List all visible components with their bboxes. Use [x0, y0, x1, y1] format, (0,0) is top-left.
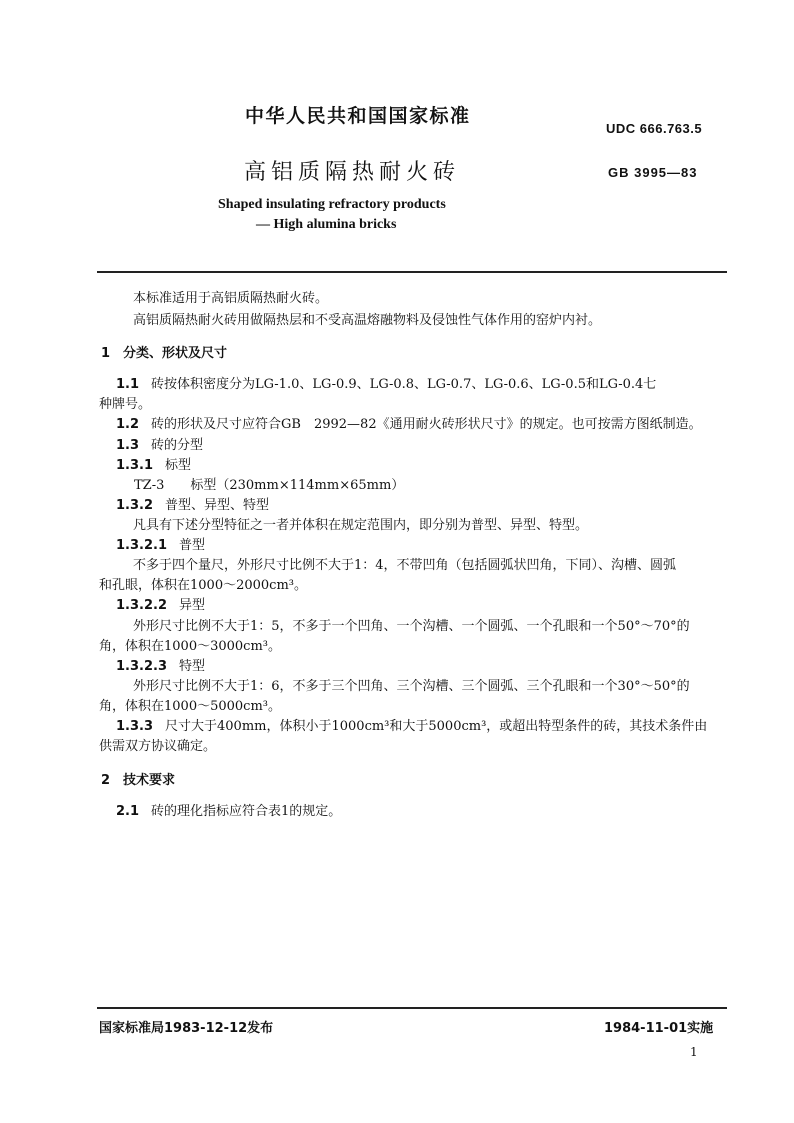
- clause-number: 1.3: [116, 438, 140, 453]
- clause-number: 1.2: [116, 417, 140, 432]
- clause-number: 1.1: [116, 377, 140, 392]
- page-number: 1: [690, 1045, 698, 1059]
- clause-1-1-continuation: 种牌号。: [99, 397, 152, 412]
- clause-number: 2.1: [116, 804, 140, 819]
- clause-text: 尺寸大于400mm，体积小于1000cm³和大于5000cm³，或超出特型条件的砖，其技术条件由: [165, 719, 708, 734]
- english-title-line-1: Shaped insulating refractory products: [218, 197, 446, 212]
- clause-1-3-3-continuation: 供需双方协议确定。: [99, 739, 217, 754]
- standard-organization: 中华人民共和国国家标准: [245, 105, 471, 127]
- clause-number: 1.3.1: [116, 458, 154, 473]
- clause-1-3-2-2-body-1: 外形尺寸比例不大于1：5，不多于一个凹角、一个沟槽、一个圆弧、一个孔眼和一个50°～70°的: [133, 619, 690, 634]
- clause-1-3-2-1-body-2: 和孔眼，体积在1000～2000cm³。: [99, 578, 307, 593]
- footer-divider: [97, 1007, 727, 1009]
- clause-1-3-2-1: [116, 538, 205, 554]
- clause-text: 特型: [179, 659, 206, 674]
- clause-1-2: [116, 417, 702, 433]
- clause-1-3: [116, 438, 203, 454]
- clause-1-3-2-2-body-2: 角，体积在1000～3000cm³。: [99, 639, 281, 654]
- issue-date: 国家标准局1983-12-12发布: [99, 1021, 274, 1036]
- clause-number: 1.3.2: [116, 498, 154, 513]
- clause-text: 砖的分型: [151, 438, 204, 453]
- english-title-line-2: — High alumina bricks: [256, 217, 397, 232]
- clause-text: 砖的形状及尺寸应符合GB 2992—82《通用耐火砖形状尺寸》的规定。也可按需方图纸制造。: [151, 417, 702, 432]
- intro-paragraph-2: 高铝质隔热耐火砖用做隔热层和不受高温熔融物料及侵蚀性气体作用的窑炉内衬。: [133, 313, 602, 328]
- clause-1-3-2-2: [116, 598, 205, 614]
- standard-shape-tz3: TZ-3 标型（230mm×114mm×65mm）: [134, 478, 405, 493]
- clause-1-3-2-1-body-1: 不多于四个量尺，外形尺寸比例不大于1：4，不带凹角（包括圆弧状凹角，下同）、沟槽、圆弧: [133, 558, 677, 573]
- intro-paragraph-1: 本标准适用于高铝质隔热耐火砖。: [133, 291, 329, 306]
- clause-1-3-2: [116, 498, 269, 514]
- clause-1-3-2-3: [116, 659, 205, 675]
- clause-text: 砖按体积密度分为LG-1.0、LG-0.9、LG-0.8、LG-0.7、LG-0.6、LG-0.5和LG-0.4七: [151, 377, 657, 392]
- clause-1-1: [116, 377, 656, 393]
- clause-text: 普型、异型、特型: [165, 498, 270, 513]
- clause-text: 普型: [179, 538, 206, 553]
- header-divider: [97, 271, 727, 273]
- clause-number: 1.3.2.3: [116, 659, 167, 674]
- gb-number: GB 3995—83: [608, 165, 698, 180]
- clause-2-1: [116, 804, 341, 820]
- clause-1-3-2-3-body-1: 外形尺寸比例不大于1：6，不多于三个凹角、三个沟槽、三个圆弧、三个孔眼和一个30°～50°的: [133, 679, 690, 694]
- section-2-heading: 2 技术要求: [101, 773, 176, 788]
- clause-text: 异型: [179, 598, 206, 613]
- clause-1-3-2-body: 凡具有下述分型特征之一者并体积在规定范围内，即分别为普型、异型、特型。: [133, 518, 589, 533]
- udc-code: UDC 666.763.5: [606, 121, 703, 136]
- document-title: 高铝质隔热耐火砖: [244, 160, 461, 185]
- clause-number: 1.3.2.1: [116, 538, 167, 553]
- effective-date: 1984-11-01实施: [604, 1021, 714, 1036]
- clause-number: 1.3.3: [116, 719, 154, 734]
- clause-1-3-3: [116, 719, 707, 735]
- clause-1-3-1: [116, 458, 191, 474]
- section-1-heading: 1 分类、形状及尺寸: [101, 346, 228, 361]
- clause-text: 砖的理化指标应符合表1的规定。: [151, 804, 342, 819]
- clause-number: 1.3.2.2: [116, 598, 167, 613]
- clause-text: 标型: [165, 458, 192, 473]
- clause-1-3-2-3-body-2: 角，体积在1000～5000cm³。: [99, 699, 281, 714]
